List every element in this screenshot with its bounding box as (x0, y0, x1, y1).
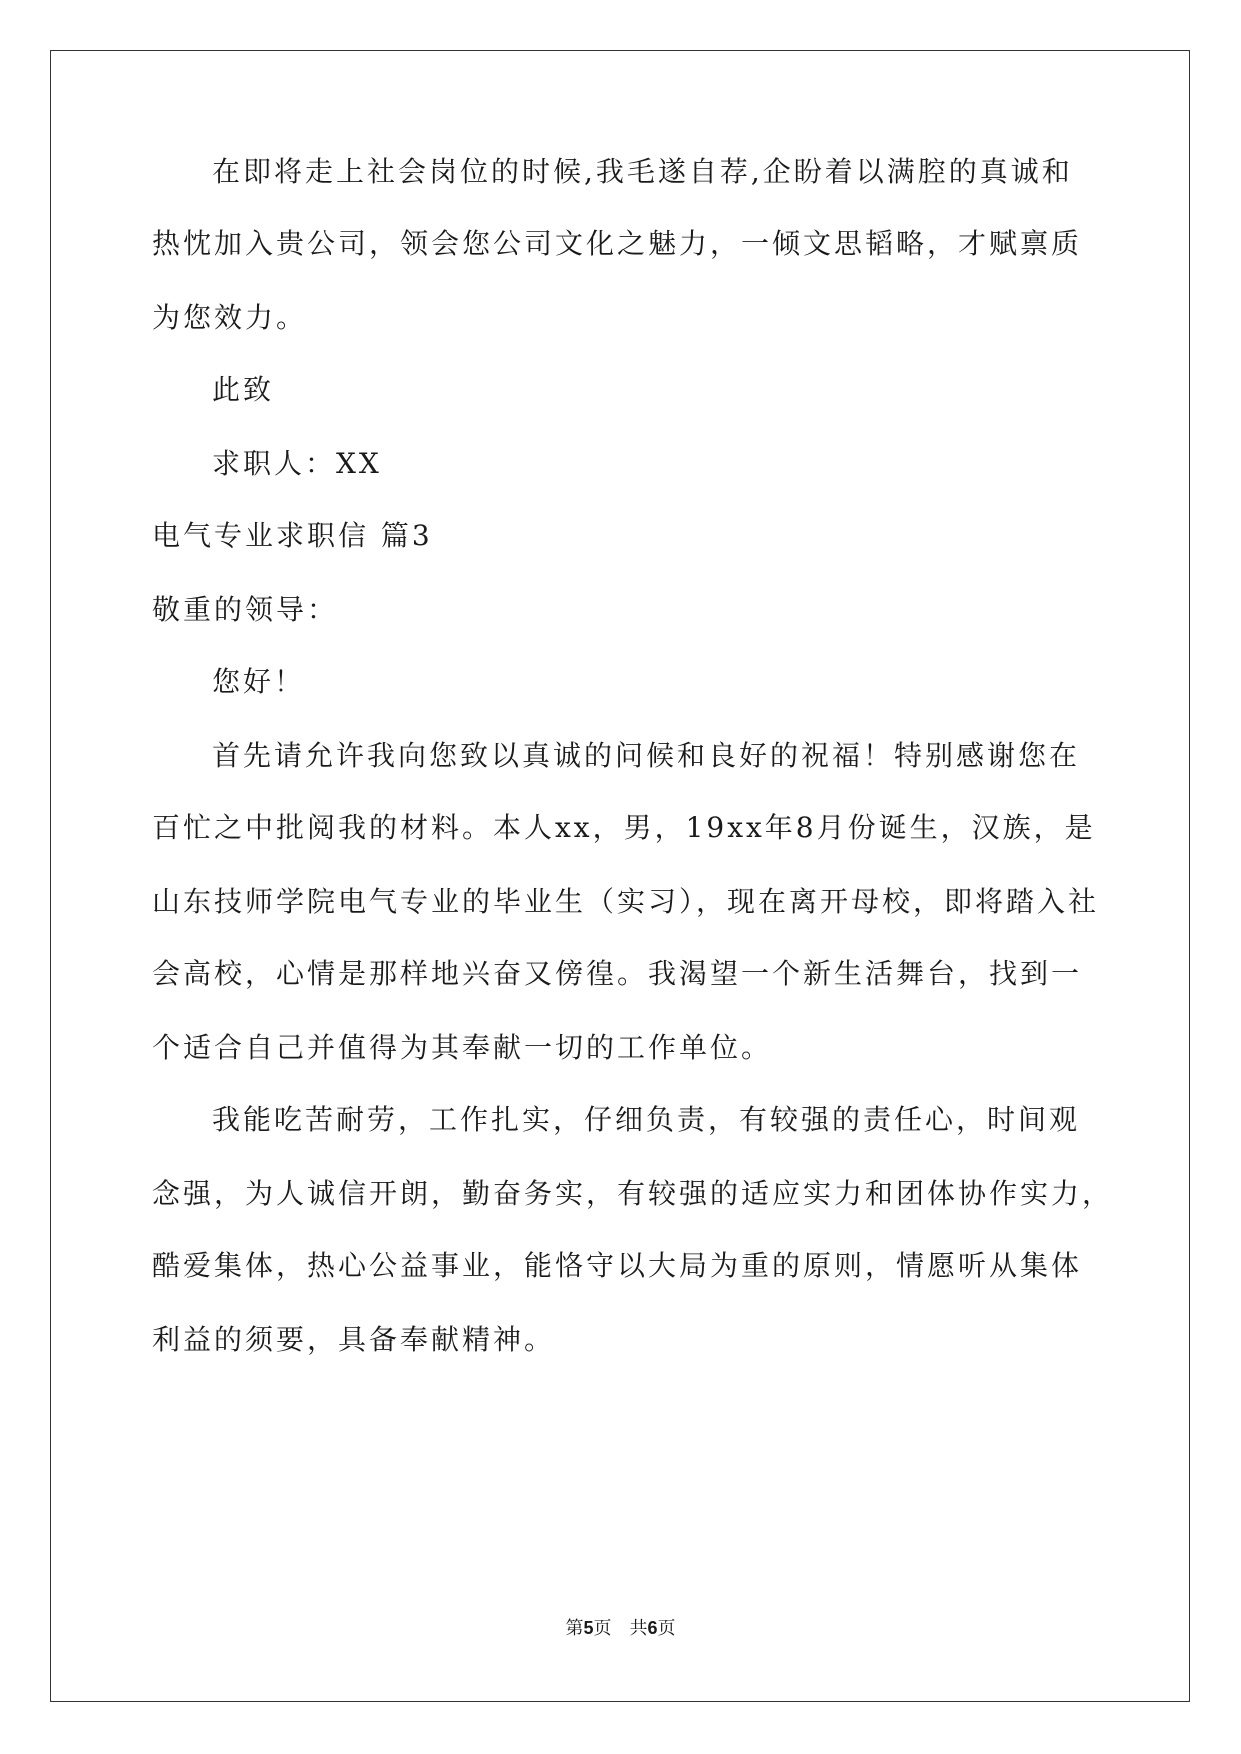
body-text-line: 酷爱集体，热心公益事业，能恪守以大局为重的原则，情愿听从集体 (152, 1249, 1083, 1282)
body-text-line: 百忙之中批阅我的材料。本人xx，男，19xx年8月份诞生，汉族，是 (152, 811, 1096, 844)
total-page-number: 6 (647, 1618, 658, 1638)
body-text-line: 会高校，心情是那样地兴奋又傍徨。我渴望一个新生活舞台，找到一 (152, 957, 1083, 990)
current-page-number: 5 (583, 1618, 594, 1638)
body-text-line: 念强，为人诚信开朗，勤奋务实，有较强的适应实力和团体协作实力， (152, 1177, 1114, 1210)
greeting: 您好！ (212, 665, 306, 698)
page-mid: 页 共 (593, 1618, 648, 1639)
applicant-signature: 求职人：XX (212, 447, 382, 480)
section-heading: 电气专业求职信 篇3 (152, 519, 433, 552)
body-text-line: 山东技师学院电气专业的毕业生（实习），现在离开母校，即将踏入社 (152, 885, 1100, 918)
body-text-line: 利益的须要，具备奉献精神。 (152, 1323, 556, 1356)
greeting-recipient: 敬重的领导： (152, 593, 339, 626)
page-prefix: 第 (565, 1618, 584, 1639)
body-text-line: 热忱加入贵公司，领会您公司文化之魅力，一倾文思韬略，才赋禀质 (152, 227, 1083, 260)
page-suffix: 页 (657, 1618, 676, 1639)
body-text-line: 我能吃苦耐劳，工作扎实，仔细负责，有较强的责任心，时间观 (212, 1103, 1081, 1136)
closing-salutation: 此致 (212, 373, 275, 406)
body-text-line: 首先请允许我向您致以真诚的问候和良好的祝福！特别感谢您在 (212, 739, 1081, 772)
body-text-line: 个适合自己并值得为其奉献一切的工作单位。 (152, 1031, 773, 1064)
body-text-line: 在即将走上社会岗位的时候,我毛遂自荐,企盼着以满腔的真诚和 (212, 155, 1073, 188)
page-number-footer (0, 1616, 1241, 1641)
body-text-line: 为您效力。 (152, 301, 308, 334)
